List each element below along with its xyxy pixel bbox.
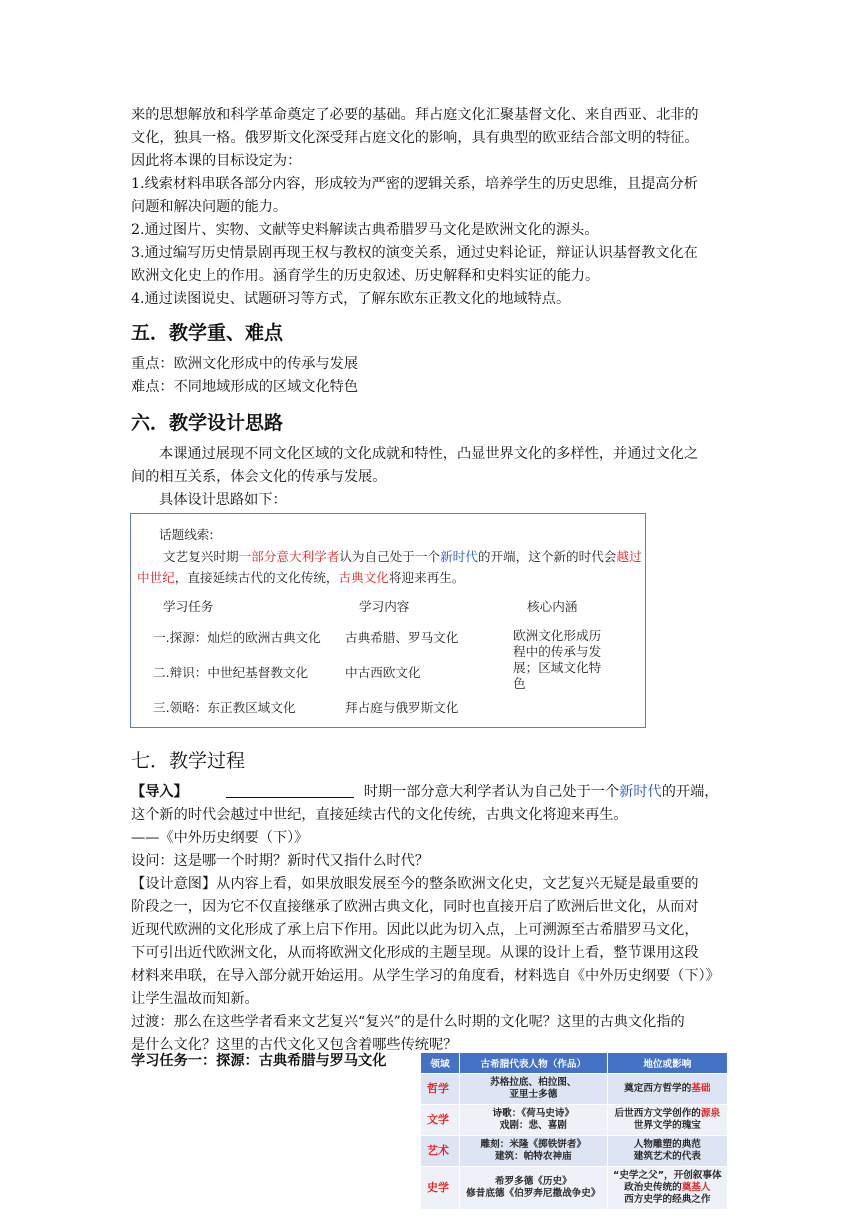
lead-in-text: 时期一部分意大利学者认为自己处于一个 [363, 784, 620, 800]
content-2: 中古西欧文化 [345, 665, 421, 680]
col-header-core: 核心内涵 [527, 599, 578, 614]
goal-3-cont: 欧洲文化史上的作用。涵育学生的历史叙述、历史解释和史料实证的能力。 [131, 268, 600, 284]
text-line: 具体设计思路如下： [159, 492, 287, 508]
goal-1: 1.线索材料串联各部分内容，形成较为严密的逻辑关系，培养学生的历史思维，且提高分析 [131, 176, 698, 192]
table-header: 古希腊代表人物（作品） [460, 1053, 608, 1074]
clue-line-2 [137, 567, 464, 586]
key-point: 重点：欧洲文化形成中的传承与发展 [131, 356, 359, 372]
impact-text: 西方史学的经典之作 [624, 1194, 711, 1205]
difficult-point: 难点：不同地域形成的区域文化特色 [131, 379, 359, 395]
col-header-content: 学习内容 [359, 599, 410, 614]
lead-in [131, 781, 731, 873]
text-line: 本课通过展现不同文化区域的文化成就和特性，凸显世界文化的多样性，并通过文化之 [159, 446, 699, 462]
table-header-row [421, 1053, 728, 1074]
lead-in-text: 的开端， [661, 784, 719, 800]
clue-text: 认为自己处于一个 [339, 549, 441, 564]
people-line: 希罗多德《历史》 [494, 1176, 572, 1187]
new-era-text: 新时代 [619, 784, 662, 800]
goal-3: 3.通过编写历史情景剧再现王权与教权的演变关系，通过史料论证，辩证认识基督教文化在 [131, 245, 698, 261]
impact-cell [607, 1074, 727, 1105]
text-line: 来的思想解放和科学革命奠定了必要的基础。拜占庭文化汇聚基督文化、来自西亚、北非的 [131, 107, 699, 123]
impact-text: “史学之父”，开创叙事体 [613, 1170, 722, 1181]
text-line: 间的相互关系，体会文化的传承与发展。 [131, 469, 387, 485]
field-cell: 史学 [421, 1167, 460, 1210]
lead-in-line-2: 这个新的时代会越过中世纪，直接延续古代的文化传统，古典文化将迎来再生。 [131, 807, 628, 823]
people-line: 戏剧：悲、喜剧 [499, 1120, 567, 1131]
text-line: 文化，独具一格。俄罗斯文化深受拜占庭文化的影响，具有典型的欧亚结合部文明的特征。 [131, 130, 699, 146]
impact-highlight: 奠基人 [681, 1182, 711, 1193]
impact-text: 奠定西方哲学的 [624, 1083, 692, 1094]
people-line: 建筑：帕特农神庙 [494, 1151, 572, 1162]
impact-text: 建筑艺术的代表 [633, 1151, 701, 1162]
lead-in-line-1 [131, 781, 731, 804]
people-line: 亚里士多德 [509, 1089, 558, 1100]
task-2: 二.辩识：中世纪基督教文化 [153, 665, 309, 680]
clue-line-1 [163, 546, 642, 565]
text-line: 材料来串联，在导入部分就开始运用。从学生学习的角度看，材料选自《中外历史纲要（下）》 [131, 968, 720, 984]
impact-cell [607, 1167, 727, 1210]
table-header: 领域 [421, 1053, 460, 1074]
impact-cell [607, 1136, 727, 1167]
task-3: 三.领略：东正教区域文化 [153, 700, 296, 715]
goal-2: 2.通过图片、实物、文献等史料解读古典希腊罗马文化是欧洲文化的源头。 [131, 222, 599, 238]
clue-text: 将迎来再生。 [388, 570, 465, 585]
clue-highlight: 新时代 [440, 549, 478, 564]
clue-highlight: 一部分意大利学者 [238, 549, 340, 564]
clue-text: 文艺复兴时期 [163, 549, 239, 564]
text-line: 下可引出近代欧洲文化，从而将欧洲文化形成的主题呈现。从课的设计上看，整节课用这段 [131, 945, 699, 961]
section-6-title: 六．教学设计思路 [131, 412, 284, 434]
people-line: 诗歌：《荷马史诗》 [492, 1108, 575, 1119]
field-cell: 哲学 [421, 1074, 460, 1105]
clue-highlight: 古典文化 [338, 570, 389, 585]
text-line: 近现代欧洲的文化形成了承上启下作用。因此以此为切入点，上可溯源至古希腊罗马文化， [131, 922, 699, 938]
goal-4: 4.通过读图说史、试题研习等方式，了解东欧东正教文化的地域特点。 [131, 291, 571, 307]
impact-text: 人物雕塑的典范 [633, 1139, 701, 1150]
table-header: 地位或影响 [607, 1053, 727, 1074]
impact-text: 后世西方文学创作的 [614, 1108, 701, 1119]
people-line: 苏格拉底、柏拉图、 [490, 1077, 577, 1088]
people-cell [460, 1105, 608, 1136]
intro-paragraph [131, 104, 731, 173]
greek-culture-table [420, 1052, 728, 1210]
clue-label: 话题线索: [159, 527, 214, 542]
section-7-title: 七．教学过程 [131, 750, 246, 772]
design-intent [131, 873, 731, 1011]
field-cell: 文学 [421, 1105, 460, 1136]
people-line: 雕刻：米隆《掷铁饼者》 [480, 1139, 587, 1150]
table-row [421, 1167, 728, 1210]
text-line: 过渡：那么在这些学者看来文艺复兴“复兴”的是什么时期的文化呢？这里的古典文化指的 [131, 1014, 685, 1030]
section-6-body [131, 443, 731, 512]
lead-in-label: 【导入】 [131, 784, 188, 800]
question: 设问：这是哪一个时期？新时代又指什么时代？ [131, 853, 429, 869]
table-row [421, 1074, 728, 1105]
task-1: 一.探源：灿烂的欧洲古典文化 [153, 630, 321, 645]
clue-text: ，直接延续古代的文化传统， [174, 570, 339, 585]
text-line: 是什么文化？这里的古代文化又包含着哪些传统呢？ [131, 1037, 458, 1053]
col-header-task: 学习任务 [163, 599, 214, 614]
impact-highlight: 基础 [691, 1083, 711, 1094]
impact-highlight: 源泉 [700, 1108, 721, 1119]
text-line: 让学生温故而知新。 [131, 991, 259, 1007]
source-citation: ——《中外历史纲要（下）》 [131, 830, 309, 846]
table-row [421, 1136, 728, 1167]
goal-1-cont: 问题和解决问题的能力。 [131, 199, 288, 215]
people-cell [460, 1136, 608, 1167]
core-connotation: 欧洲文化形成历程中的传承与发展；区域文化特色 [513, 628, 602, 691]
people-cell [460, 1167, 608, 1210]
field-cell: 艺术 [421, 1136, 460, 1167]
people-line: 修昔底德《伯罗奔尼撒战争史》 [466, 1188, 601, 1199]
people-cell [460, 1074, 608, 1105]
section-5-body [131, 353, 731, 399]
text-line: 学习任务一：探源：古典希腊与罗马文化 [131, 1053, 387, 1069]
fill-blank [226, 783, 354, 798]
impact-text: 政治史传统的 [624, 1182, 682, 1193]
section-5-title: 五．教学重、难点 [131, 322, 284, 344]
clue-highlight: 越过 [616, 549, 642, 564]
content-1: 古典希腊、罗马文化 [345, 630, 459, 645]
text-line: 阶段之一，因为它不仅直接继承了欧洲古典文化，同时也直接开启了欧洲后世文化，从而对 [131, 899, 699, 915]
clue-text: 的开端，这个新的时代会 [477, 549, 617, 564]
design-outline-box [130, 513, 646, 728]
content-3: 拜占庭与俄罗斯文化 [345, 700, 459, 715]
impact-cell [607, 1105, 727, 1136]
clue-highlight: 中世纪 [137, 570, 175, 585]
goals-list [131, 173, 731, 311]
text-line: 因此将本课的目标设定为： [131, 153, 302, 169]
table-row [421, 1105, 728, 1136]
text-line: 【设计意图】从内容上看，如果放眼发展至今的整条欧洲文化史，文艺复兴无疑是最重要的 [131, 876, 699, 892]
impact-text: 世界文学的瑰宝 [633, 1120, 701, 1131]
